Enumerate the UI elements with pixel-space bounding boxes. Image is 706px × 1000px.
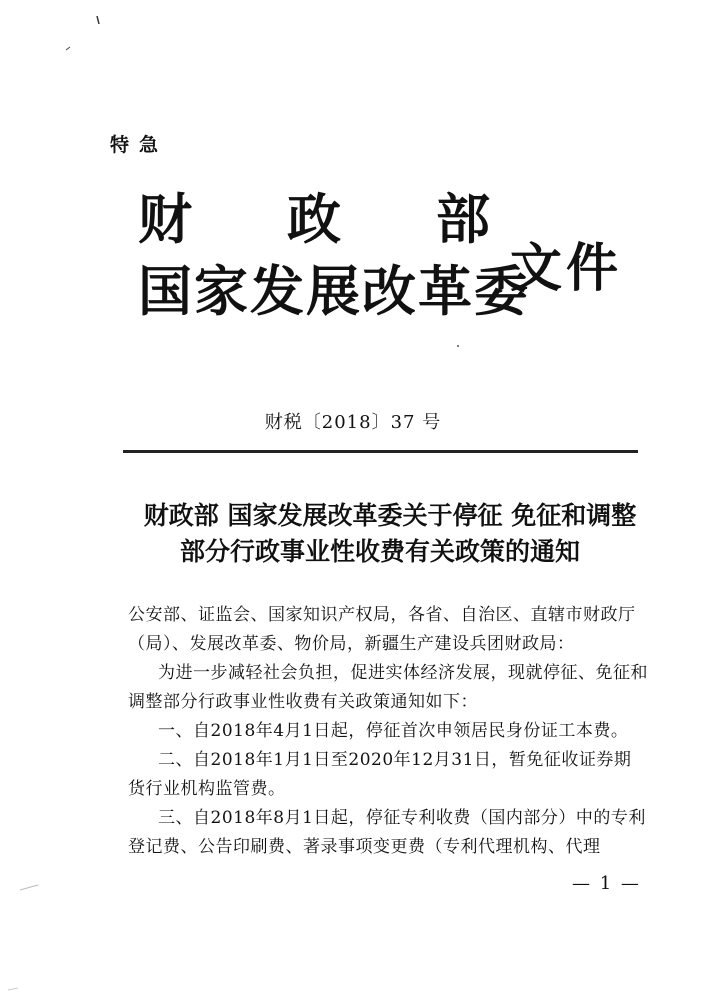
issuer-ministry-of-finance: 财政部 [138,188,490,251]
notice-title-line-1: 财政部 国家发展改革委关于停征 免征和调整 [143,501,637,530]
header-divider [123,450,638,453]
issuer-ndrc: 国家发展改革委 [138,260,530,323]
item-2-paragraph: 二、自2018年1月1日至2020年12月31日，暂免征收证券期货行业机构监管费。 [128,750,632,799]
item-3-paragraph: 三、自2018年8月1日起，停征专利收费（国内部分）中的专利登记费、公告印刷费、著录事项变更费（专利代理机构、代理 [128,808,646,857]
urgency-label: 特急 [110,134,169,156]
addressee-paragraph: 公安部、证监会、国家知识产权局，各省、自治区、直辖市财政厅（局）、发展改革委、物价局，新疆生产建设兵团财政局： [128,605,636,654]
page-number: — 1 — [572,873,641,894]
document-word: 文件 [510,239,623,299]
notice-title-line-2: 部分行政事业性收费有关政策的通知 [179,537,580,566]
intro-paragraph: 为进一步减轻社会负担，促进实体经济发展，现就停征、免征和调整部分行政事业性收费有关政策通知如下： [128,663,648,712]
item-1-paragraph: 一、自2018年4月1日起，停征首次申领居民身份证工本费。 [158,721,629,741]
document-number: 财税〔2018〕37 号 [264,412,442,433]
